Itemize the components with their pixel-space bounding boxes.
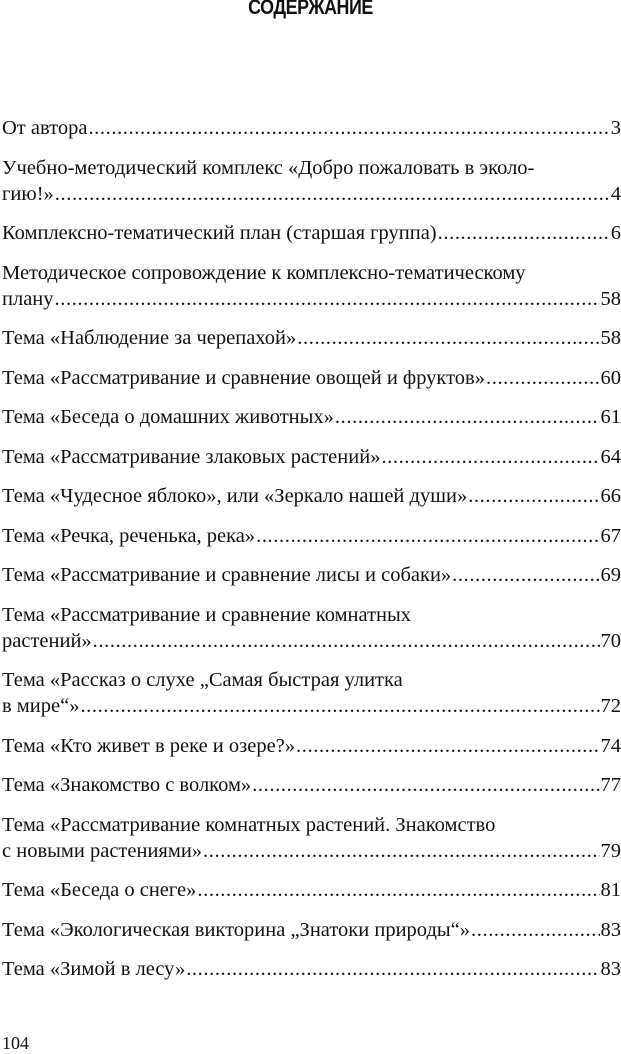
toc-entry[interactable] (2, 917, 621, 943)
toc-entry[interactable] (2, 220, 621, 246)
toc-entry-page: 64 (601, 444, 621, 470)
dot-leader (297, 325, 599, 351)
toc-entry-line (2, 667, 621, 693)
toc-entry-title: гию!» (2, 181, 54, 207)
dot-leader (486, 365, 600, 391)
toc-entry-page: 3 (611, 115, 621, 141)
toc-entry[interactable] (2, 115, 621, 141)
toc-entry-title: Тема «Рассматривание злаковых растений» (2, 444, 380, 470)
toc-entry-title: Методическое сопровождение к комплексно-тематическому (2, 262, 526, 284)
toc-entry-page: 83 (601, 917, 621, 943)
toc-entry-line (2, 155, 621, 181)
toc-entry-page: 61 (601, 404, 621, 430)
toc-entry-title: Тема «Чудесное яблоко», или «Зеркало нашей души» (2, 483, 467, 509)
toc-entry[interactable] (2, 772, 621, 798)
toc-entry-title: в мире“» (2, 693, 79, 719)
toc-entry-line (2, 602, 621, 628)
toc-entry-last-line (2, 365, 621, 391)
toc-entry-title: Тема «Кто живет в реке и озере?» (2, 733, 295, 759)
table-of-contents (2, 115, 621, 996)
dot-leader (80, 693, 599, 719)
toc-entry-last-line (2, 444, 621, 470)
toc-entry-last-line (2, 956, 621, 982)
toc-entry[interactable] (2, 733, 621, 759)
dot-leader (93, 628, 600, 654)
toc-entry-page: 60 (601, 365, 621, 391)
toc-entry-last-line (2, 562, 621, 588)
toc-entry-last-line (2, 115, 621, 141)
toc-entry-title: Тема «Речка, реченька, река» (2, 523, 255, 549)
toc-entry-title: плану (2, 286, 54, 312)
toc-entry-title: Тема «Зимой в лесу» (2, 956, 185, 982)
dot-leader (88, 115, 609, 141)
dot-leader (252, 772, 599, 798)
dot-leader (335, 404, 600, 430)
toc-entry-line (2, 812, 621, 838)
dot-leader (256, 523, 599, 549)
toc-entry-last-line (2, 483, 621, 509)
dot-leader (438, 220, 610, 246)
toc-entry-last-line (2, 693, 621, 719)
toc-entry[interactable] (2, 667, 621, 719)
dot-leader (381, 444, 599, 470)
toc-entry-title: От автора (2, 115, 87, 141)
toc-entry[interactable] (2, 365, 621, 391)
toc-entry-page: 66 (601, 483, 621, 509)
toc-entry-page: 79 (601, 838, 621, 864)
toc-entry-page: 4 (611, 181, 621, 207)
toc-entry-last-line (2, 733, 621, 759)
dot-leader (55, 181, 610, 207)
toc-entry[interactable] (2, 155, 621, 207)
toc-entry-last-line (2, 220, 621, 246)
toc-entry[interactable] (2, 483, 621, 509)
toc-entry-last-line (2, 772, 621, 798)
page-number: 104 (2, 1033, 29, 1054)
dot-leader (452, 562, 599, 588)
dot-leader (468, 483, 599, 509)
toc-entry-page: 58 (601, 286, 621, 312)
toc-entry-last-line (2, 286, 621, 312)
toc-entry[interactable] (2, 877, 621, 903)
dot-leader (197, 877, 599, 903)
toc-entry[interactable] (2, 602, 621, 654)
toc-entry-page: 81 (601, 877, 621, 903)
toc-entry-page: 6 (611, 220, 621, 246)
toc-entry-title: Тема «Экологическая викторина „Знатоки природы“» (2, 917, 470, 943)
toc-entry-title: Комплексно-тематический план (старшая группа) (2, 220, 437, 246)
toc-entry-last-line (2, 877, 621, 903)
toc-entry-title: Тема «Беседа о снеге» (2, 877, 196, 903)
toc-entry-page: 83 (601, 956, 621, 982)
toc-entry-title: Тема «Рассматривание комнатных растений. Знакомство (2, 814, 495, 836)
toc-entry-line (2, 260, 621, 286)
toc-entry-page: 70 (601, 628, 621, 654)
toc-entry[interactable] (2, 523, 621, 549)
toc-entry-page: 58 (601, 325, 621, 351)
toc-entry-title: Тема «Знакомство с волком» (2, 772, 251, 798)
toc-entry-last-line (2, 838, 621, 864)
toc-entry-last-line (2, 181, 621, 207)
toc-entry-page: 67 (601, 523, 621, 549)
toc-entry[interactable] (2, 956, 621, 982)
dot-leader (186, 956, 599, 982)
toc-entry-last-line (2, 404, 621, 430)
toc-entry-title: Тема «Наблюдение за черепахой» (2, 325, 296, 351)
page-title: СОДЕРЖАНИЕ (47, 0, 575, 20)
toc-entry-last-line (2, 917, 621, 943)
toc-entry-page: 74 (601, 733, 621, 759)
dot-leader (296, 733, 599, 759)
dot-leader (55, 286, 600, 312)
dot-leader (471, 917, 599, 943)
toc-entry-last-line (2, 628, 621, 654)
toc-entry-title: Тема «Рассматривание и сравнение комнатных (2, 604, 411, 626)
toc-entry[interactable] (2, 562, 621, 588)
toc-entry-title: Тема «Рассматривание и сравнение овощей и фруктов» (2, 365, 485, 391)
toc-entry-title: растений» (2, 628, 92, 654)
toc-entry-title: Тема «Беседа о домашних животных» (2, 404, 334, 430)
toc-entry[interactable] (2, 325, 621, 351)
toc-entry[interactable] (2, 260, 621, 312)
toc-entry[interactable] (2, 404, 621, 430)
toc-entry[interactable] (2, 444, 621, 470)
toc-entry-page: 77 (601, 772, 621, 798)
toc-entry-page: 72 (601, 693, 621, 719)
toc-entry-last-line (2, 325, 621, 351)
toc-entry[interactable] (2, 812, 621, 864)
toc-entry-title: Учебно-методический комплекс «Добро пожаловать в эколо- (2, 157, 534, 179)
toc-entry-page: 69 (601, 562, 621, 588)
toc-entry-title: с новыми растениями» (2, 838, 202, 864)
toc-entry-title: Тема «Рассказ о слухе „Самая быстрая улитка (2, 669, 403, 691)
toc-entry-title: Тема «Рассматривание и сравнение лисы и собаки» (2, 562, 451, 588)
dot-leader (203, 838, 599, 864)
toc-entry-last-line (2, 523, 621, 549)
